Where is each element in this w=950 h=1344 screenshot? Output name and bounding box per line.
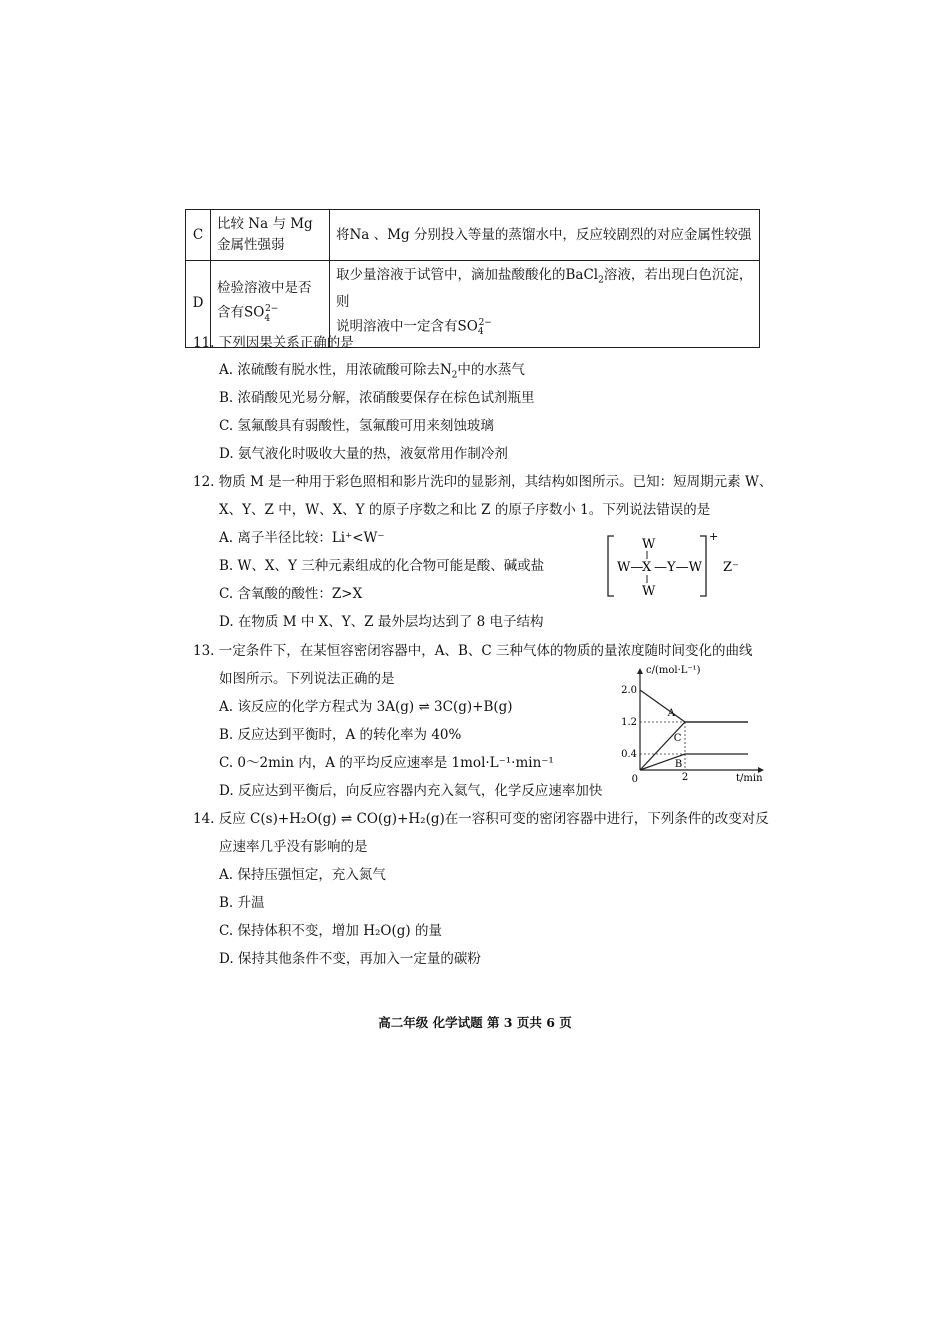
series-b-label: B	[674, 759, 683, 771]
equilibrium-arrow-icon: ⇌	[418, 699, 430, 715]
q11-option-d: D. 氨气液化时吸收大量的热，液氨常用作制冷剂	[219, 446, 508, 462]
q13-stem-line1: 13. 一定条件下，在某恒容密闭容器中，A、B、C 三种气体的物质的量浓度随时间变化的曲线	[193, 643, 753, 659]
row-method: 将Na 、Mg 分别投入等量的蒸馏水中，反应较剧烈的对应金属性较强	[330, 210, 760, 261]
q11-stem: 11. 下列因果关系正确的是	[193, 335, 354, 351]
structure-diagram	[600, 530, 750, 602]
y-axis-label: c/(mol·L⁻¹)	[646, 665, 701, 676]
row-aim: 比较 Na 与 Mg 金属性强弱	[211, 210, 330, 261]
series-c-line	[640, 722, 748, 770]
structure-top: W	[642, 537, 656, 552]
q11-option-c: C. 氢氟酸具有弱酸性，氢氟酸可用来刻蚀玻璃	[219, 418, 494, 434]
q12-option-d: D. 在物质 M 中 X、Y、Z 最外层均达到了 8 电子结构	[219, 614, 544, 630]
equilibrium-arrow-icon: ⇌	[340, 811, 353, 827]
q12-option-c: C. 含氧酸的酸性：Z>X	[219, 586, 363, 602]
q14-option-c: C. 保持体积不变，增加 H₂O(g) 的量	[219, 923, 442, 939]
q12-option-b: B. W、X、Y 三种元素组成的化合物可能是酸、碱或盐	[219, 558, 545, 574]
q14-option-a: A. 保持压强恒定，充入氮气	[219, 867, 386, 883]
q12-stem-line1: 12. 物质 M 是一种用于彩色照相和影片洗印的显影剂，其结构如图所示。已知：短周期元素 W、	[193, 474, 773, 490]
structure-charge: +	[709, 530, 719, 543]
q14-option-d: D. 保持其他条件不变，再加入一定量的碳粉	[219, 951, 481, 967]
structure-left: W—	[617, 560, 644, 575]
page-footer: 高二年级 化学试题 第 3 页共 6 页	[378, 1015, 572, 1030]
structure-center: X	[642, 560, 652, 575]
q14-stem-line2: 应速率几乎没有影响的是	[219, 839, 368, 855]
q14-stem-line1: 14. 反应 C(s)+H₂O(g) ⇌ CO(g)+H₂(g)在一容积可变的密闭容器中进行，下列条件的改变对反	[193, 811, 769, 827]
options-table	[185, 209, 760, 348]
row-letter: D	[186, 261, 211, 348]
y-tick-label-0-4: 0.4	[621, 749, 637, 760]
q14-option-b: B. 升温	[219, 895, 265, 911]
row-aim: 检验溶液中是否 含有$SO_4^{2-}$	[211, 261, 330, 348]
structure-anion: Z⁻	[723, 560, 739, 575]
series-a-label: A	[667, 708, 675, 719]
table-row	[186, 210, 760, 261]
structure-bottom: W	[642, 584, 656, 599]
q13-option-c: C. 0～2min 内，A 的平均反应速率是 1mol·L⁻¹·min⁻¹	[219, 755, 554, 771]
structure-right: —Y—W	[654, 560, 702, 575]
x-tick-label-2: 2	[681, 772, 689, 783]
q13-stem-line2: 如图所示。下列说法正确的是	[219, 671, 395, 687]
x-axis-label: t/min	[736, 773, 763, 784]
q13-option-a: A. 该反应的化学方程式为 3A(g) ⇌ 3C(g)+B(g)	[219, 699, 513, 715]
q13-option-b: B. 反应达到平衡时，A 的转化率为 40%	[219, 727, 462, 743]
row-letter: C	[186, 210, 211, 261]
x-tick-label-0: 0	[631, 774, 638, 785]
series-b-line	[640, 754, 748, 770]
concentration-chart	[608, 660, 768, 785]
y-tick-label-2-0: 2.0	[621, 685, 637, 696]
q12-option-a: A. 离子半径比较：Li⁺<W⁻	[219, 530, 385, 546]
q12-stem-line2: X、Y、Z 中，W、X、Y 的原子序数之和比 Z 的原子序数小 1。下列说法错误的是	[219, 502, 711, 518]
series-c-label: C	[673, 733, 682, 745]
q13-option-d: D. 反应达到平衡后，向反应容器内充入氦气，化学反应速率加快	[219, 783, 603, 799]
q11-option-b: B. 浓硝酸见光易分解，浓硝酸要保存在棕色试剂瓶里	[219, 390, 535, 406]
y-axis-arrow-icon	[637, 668, 643, 674]
y-tick-label-1-2: 1.2	[621, 717, 637, 728]
row-method: 取少量溶液于试管中，滴加盐酸酸化的BaCl$_2$溶液，若出现白色沉淀，则 说明溶液中一定含有$SO_4^{2-}$	[330, 261, 760, 348]
series-a-line	[640, 690, 748, 722]
q11-option-a: A. 浓硫酸有脱水性，用浓硫酸可除去$N_2$中的水蒸气	[219, 362, 525, 381]
